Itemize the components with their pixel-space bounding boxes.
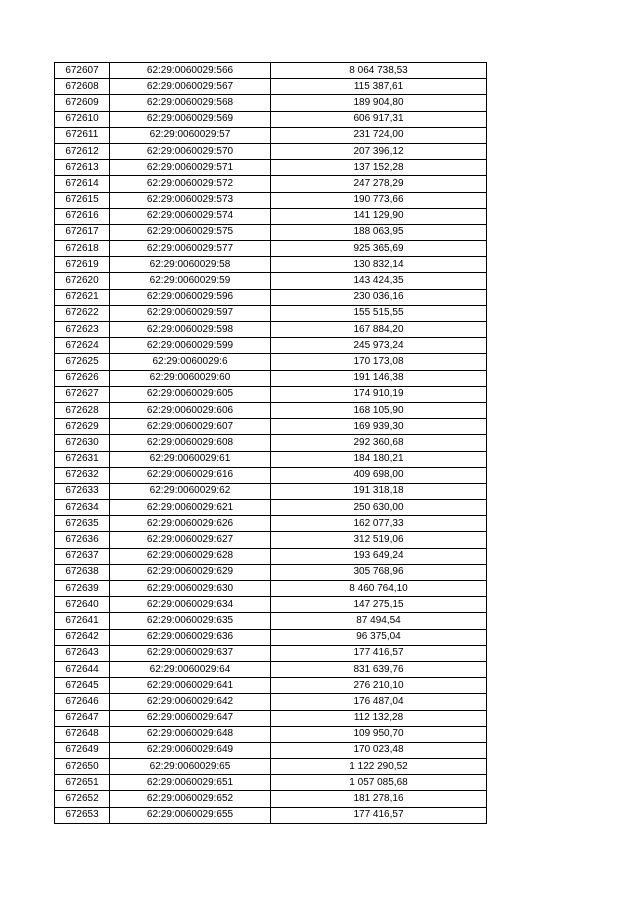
table-row: [55, 273, 487, 289]
value-cell: 188 063,95: [271, 224, 487, 240]
value-cell: 276 210,10: [271, 678, 487, 694]
cadastral-number-cell: 62:29:0060029:61: [110, 451, 271, 467]
cadastral-number-cell: 62:29:0060029:607: [110, 419, 271, 435]
record-id-cell: 672611: [55, 127, 110, 143]
value-cell: 189 904,80: [271, 95, 487, 111]
table-row: [55, 322, 487, 338]
cadastral-number-cell: 62:29:0060029:572: [110, 176, 271, 192]
record-id-cell: 672628: [55, 402, 110, 418]
value-cell: 292 360,68: [271, 435, 487, 451]
table-row: [55, 451, 487, 467]
table-body: [55, 63, 487, 824]
cadastral-number-cell: 62:29:0060029:649: [110, 742, 271, 758]
record-id-cell: 672637: [55, 548, 110, 564]
record-id-cell: 672649: [55, 742, 110, 758]
record-id-cell: 672607: [55, 63, 110, 79]
cadastral-number-cell: 62:29:0060029:605: [110, 386, 271, 402]
table-row: [55, 564, 487, 580]
table-row: [55, 483, 487, 499]
value-cell: 141 129,90: [271, 208, 487, 224]
table-row: [55, 516, 487, 532]
cadastral-number-cell: 62:29:0060029:60: [110, 370, 271, 386]
value-cell: 87 494,54: [271, 613, 487, 629]
record-id-cell: 672642: [55, 629, 110, 645]
cadastral-number-cell: 62:29:0060029:596: [110, 289, 271, 305]
table-row: [55, 532, 487, 548]
table-row: [55, 160, 487, 176]
value-cell: 112 132,28: [271, 710, 487, 726]
cadastral-number-cell: 62:29:0060029:567: [110, 79, 271, 95]
record-id-cell: 672614: [55, 176, 110, 192]
value-cell: 305 768,96: [271, 564, 487, 580]
cadastral-number-cell: 62:29:0060029:651: [110, 775, 271, 791]
record-id-cell: 672617: [55, 224, 110, 240]
cadastral-number-cell: 62:29:0060029:634: [110, 597, 271, 613]
record-id-cell: 672625: [55, 354, 110, 370]
value-cell: 191 146,38: [271, 370, 487, 386]
record-id-cell: 672643: [55, 645, 110, 661]
table-row: [55, 694, 487, 710]
value-cell: 143 424,35: [271, 273, 487, 289]
value-cell: 831 639,76: [271, 661, 487, 677]
value-cell: 925 365,69: [271, 241, 487, 257]
record-id-cell: 672634: [55, 500, 110, 516]
record-id-cell: 672616: [55, 208, 110, 224]
value-cell: 409 698,00: [271, 467, 487, 483]
data-table: [54, 62, 487, 824]
table-row: [55, 435, 487, 451]
table-row: [55, 775, 487, 791]
value-cell: 190 773,66: [271, 192, 487, 208]
cadastral-number-cell: 62:29:0060029:597: [110, 305, 271, 321]
cadastral-number-cell: 62:29:0060029:629: [110, 564, 271, 580]
table-row: [55, 613, 487, 629]
value-cell: 231 724,00: [271, 127, 487, 143]
value-cell: 1 057 085,68: [271, 775, 487, 791]
cadastral-number-cell: 62:29:0060029:574: [110, 208, 271, 224]
cadastral-number-cell: 62:29:0060029:655: [110, 807, 271, 823]
cadastral-number-cell: 62:29:0060029:573: [110, 192, 271, 208]
record-id-cell: 672608: [55, 79, 110, 95]
table-row: [55, 338, 487, 354]
table-row: [55, 419, 487, 435]
value-cell: 176 487,04: [271, 694, 487, 710]
record-id-cell: 672644: [55, 661, 110, 677]
cadastral-number-cell: 62:29:0060029:65: [110, 759, 271, 775]
table-row: [55, 759, 487, 775]
value-cell: 147 275,15: [271, 597, 487, 613]
table-row: [55, 305, 487, 321]
table-row: [55, 629, 487, 645]
table-row: [55, 742, 487, 758]
record-id-cell: 672638: [55, 564, 110, 580]
table-row: [55, 111, 487, 127]
record-id-cell: 672622: [55, 305, 110, 321]
record-id-cell: 672635: [55, 516, 110, 532]
value-cell: 155 515,55: [271, 305, 487, 321]
record-id-cell: 672619: [55, 257, 110, 273]
cadastral-number-cell: 62:29:0060029:642: [110, 694, 271, 710]
table-row: [55, 143, 487, 159]
value-cell: 207 396,12: [271, 143, 487, 159]
cadastral-number-cell: 62:29:0060029:635: [110, 613, 271, 629]
table-row: [55, 176, 487, 192]
cadastral-number-cell: 62:29:0060029:621: [110, 500, 271, 516]
table-row: [55, 386, 487, 402]
record-id-cell: 672641: [55, 613, 110, 629]
table-row: [55, 289, 487, 305]
value-cell: 130 832,14: [271, 257, 487, 273]
record-id-cell: 672629: [55, 419, 110, 435]
table-row: [55, 370, 487, 386]
record-id-cell: 672623: [55, 322, 110, 338]
table-row: [55, 500, 487, 516]
table-row: [55, 79, 487, 95]
table-row: [55, 354, 487, 370]
record-id-cell: 672632: [55, 467, 110, 483]
cadastral-number-cell: 62:29:0060029:62: [110, 483, 271, 499]
table-row: [55, 597, 487, 613]
record-id-cell: 672651: [55, 775, 110, 791]
table-row: [55, 467, 487, 483]
record-id-cell: 672618: [55, 241, 110, 257]
record-id-cell: 672630: [55, 435, 110, 451]
table-row: [55, 63, 487, 79]
cadastral-number-cell: 62:29:0060029:566: [110, 63, 271, 79]
value-cell: 96 375,04: [271, 629, 487, 645]
value-cell: 170 173,08: [271, 354, 487, 370]
value-cell: 162 077,33: [271, 516, 487, 532]
cadastral-number-cell: 62:29:0060029:59: [110, 273, 271, 289]
cadastral-number-cell: 62:29:0060029:58: [110, 257, 271, 273]
cadastral-number-cell: 62:29:0060029:630: [110, 581, 271, 597]
record-id-cell: 672640: [55, 597, 110, 613]
record-id-cell: 672652: [55, 791, 110, 807]
record-id-cell: 672610: [55, 111, 110, 127]
record-id-cell: 672647: [55, 710, 110, 726]
value-cell: 177 416,57: [271, 807, 487, 823]
cadastral-number-cell: 62:29:0060029:598: [110, 322, 271, 338]
value-cell: 181 278,16: [271, 791, 487, 807]
cadastral-number-cell: 62:29:0060029:577: [110, 241, 271, 257]
table-row: [55, 726, 487, 742]
record-id-cell: 672653: [55, 807, 110, 823]
cadastral-number-cell: 62:29:0060029:616: [110, 467, 271, 483]
table-row: [55, 402, 487, 418]
table-row: [55, 645, 487, 661]
cadastral-number-cell: 62:29:0060029:628: [110, 548, 271, 564]
cadastral-number-cell: 62:29:0060029:627: [110, 532, 271, 548]
cadastral-number-cell: 62:29:0060029:626: [110, 516, 271, 532]
record-id-cell: 672648: [55, 726, 110, 742]
cadastral-number-cell: 62:29:0060029:608: [110, 435, 271, 451]
value-cell: 168 105,90: [271, 402, 487, 418]
cadastral-number-cell: 62:29:0060029:606: [110, 402, 271, 418]
value-cell: 169 939,30: [271, 419, 487, 435]
value-cell: 191 318,18: [271, 483, 487, 499]
table-row: [55, 548, 487, 564]
cadastral-number-cell: 62:29:0060029:637: [110, 645, 271, 661]
table-row: [55, 791, 487, 807]
value-cell: 184 180,21: [271, 451, 487, 467]
record-id-cell: 672613: [55, 160, 110, 176]
table-row: [55, 95, 487, 111]
cadastral-number-cell: 62:29:0060029:652: [110, 791, 271, 807]
table-row: [55, 661, 487, 677]
record-id-cell: 672621: [55, 289, 110, 305]
value-cell: 1 122 290,52: [271, 759, 487, 775]
cadastral-number-cell: 62:29:0060029:6: [110, 354, 271, 370]
cadastral-number-cell: 62:29:0060029:568: [110, 95, 271, 111]
value-cell: 115 387,61: [271, 79, 487, 95]
table-row: [55, 678, 487, 694]
cadastral-number-cell: 62:29:0060029:599: [110, 338, 271, 354]
record-id-cell: 672639: [55, 581, 110, 597]
table-row: [55, 224, 487, 240]
value-cell: 137 152,28: [271, 160, 487, 176]
value-cell: 109 950,70: [271, 726, 487, 742]
cadastral-number-cell: 62:29:0060029:64: [110, 661, 271, 677]
value-cell: 247 278,29: [271, 176, 487, 192]
value-cell: 606 917,31: [271, 111, 487, 127]
record-id-cell: 672615: [55, 192, 110, 208]
record-id-cell: 672646: [55, 694, 110, 710]
record-id-cell: 672624: [55, 338, 110, 354]
record-id-cell: 672626: [55, 370, 110, 386]
cadastral-number-cell: 62:29:0060029:641: [110, 678, 271, 694]
value-cell: 8 064 738,53: [271, 63, 487, 79]
value-cell: 174 910,19: [271, 386, 487, 402]
table-row: [55, 241, 487, 257]
value-cell: 170 023,48: [271, 742, 487, 758]
record-id-cell: 672620: [55, 273, 110, 289]
cadastral-number-cell: 62:29:0060029:571: [110, 160, 271, 176]
record-id-cell: 672650: [55, 759, 110, 775]
value-cell: 167 884,20: [271, 322, 487, 338]
table-row: [55, 192, 487, 208]
cadastral-number-cell: 62:29:0060029:575: [110, 224, 271, 240]
cadastral-number-cell: 62:29:0060029:636: [110, 629, 271, 645]
record-id-cell: 672612: [55, 143, 110, 159]
record-id-cell: 672631: [55, 451, 110, 467]
cadastral-number-cell: 62:29:0060029:647: [110, 710, 271, 726]
value-cell: 177 416,57: [271, 645, 487, 661]
cadastral-number-cell: 62:29:0060029:569: [110, 111, 271, 127]
cadastral-number-cell: 62:29:0060029:648: [110, 726, 271, 742]
record-id-cell: 672609: [55, 95, 110, 111]
table-row: [55, 710, 487, 726]
value-cell: 193 649,24: [271, 548, 487, 564]
record-id-cell: 672645: [55, 678, 110, 694]
cadastral-number-cell: 62:29:0060029:57: [110, 127, 271, 143]
record-id-cell: 672627: [55, 386, 110, 402]
table-row: [55, 581, 487, 597]
value-cell: 245 973,24: [271, 338, 487, 354]
record-id-cell: 672636: [55, 532, 110, 548]
record-id-cell: 672633: [55, 483, 110, 499]
table-row: [55, 807, 487, 823]
value-cell: 230 036,16: [271, 289, 487, 305]
cadastral-number-cell: 62:29:0060029:570: [110, 143, 271, 159]
value-cell: 8 460 764,10: [271, 581, 487, 597]
table-row: [55, 127, 487, 143]
value-cell: 312 519,06: [271, 532, 487, 548]
value-cell: 250 630,00: [271, 500, 487, 516]
table-row: [55, 257, 487, 273]
table-row: [55, 208, 487, 224]
